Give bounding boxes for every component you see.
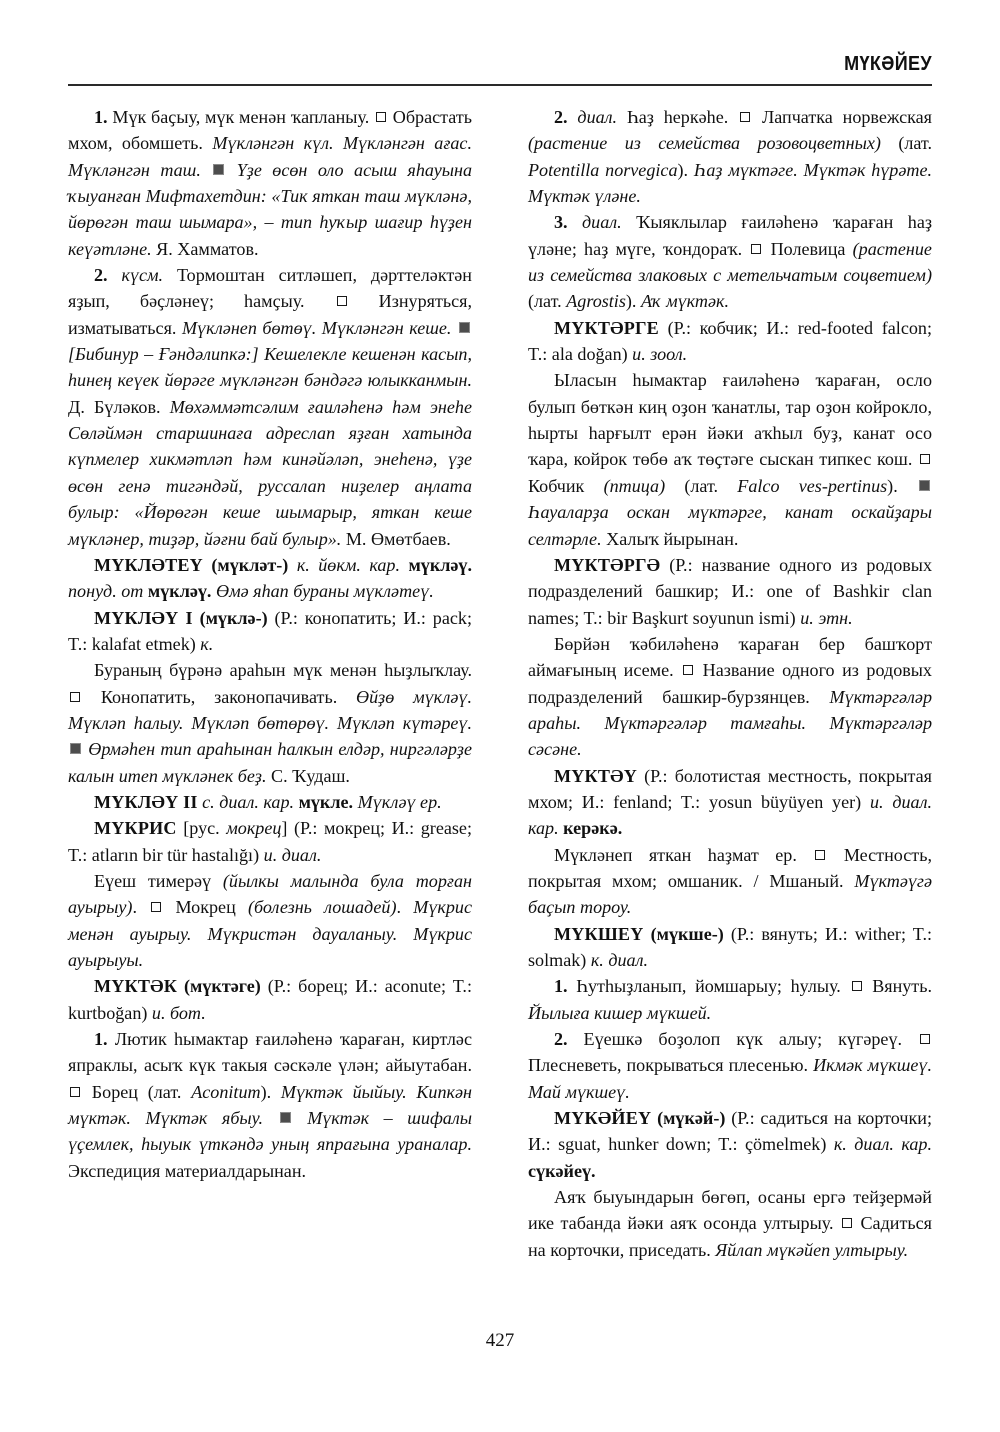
examples: Мүкләнеп бөтөү. Мүкләнгән кеше. [181, 317, 452, 338]
cross-reference-secondary: мүкләү. [147, 581, 212, 602]
etymology: [рус. мокрец] [183, 818, 288, 839]
translation-gloss: (Р.: садиться на корточки; И.: sguat, hunker down; T.: çömelmek) [528, 1108, 932, 1155]
entry-body [528, 1184, 932, 1263]
examples: Яйлап мүкәйеп ултырыу. [715, 1239, 909, 1260]
grammar-label: диал. [582, 212, 622, 233]
dictionary-entry [68, 605, 472, 658]
sense-number: 2. [554, 107, 568, 127]
sense-block [528, 209, 932, 314]
citation-source: Экспедиция материалдарынан. [68, 1160, 307, 1181]
open-square-icon [683, 665, 693, 675]
examples: Өйҙө мүкләү. Мүкләп һалыу. Мүкләп бөтөрөү. Мүкләп күтәреү. [68, 686, 472, 733]
open-square-icon [376, 112, 386, 122]
russian-definition: Лапчатка норвежская [761, 107, 932, 127]
translation-gloss: (Р.: конопатить; И.: pack; T.: kalafat etmek) [68, 607, 472, 654]
russian-definition: Полевица [770, 238, 846, 259]
bashkir-definition: Ҡыяклылар ғаиләһенә ҡараған һаҙ үләне; һаҙ мүге, ҡондораҡ. [528, 212, 933, 259]
russian-definition: Местность, покрытая мхом; омшаник. / Мшаный. [528, 844, 932, 891]
sense-block [68, 104, 472, 262]
grammar-label: к. диал. кар. [833, 1134, 932, 1155]
citation: Һауаларҙа оскан мүктәрге, канат оскайҙары селтәрле. [528, 502, 932, 549]
running-head: МҮКӘЙЕУ [844, 52, 932, 75]
examples: Мүктәк йыйыу. Кипкән мүктәк. Мүктәк ябыу. [68, 1081, 472, 1129]
entry-body [528, 842, 932, 921]
examples: Йылыға кишер мүкшей. [528, 1002, 712, 1023]
examples: Мүктәргәләр араһы. Мүктәргәләр тамғаһы. Мүктәргәләр сәсәне. [528, 686, 932, 760]
citation-secondary: Мөхәммәтсәлим ғаиләһенә һәм энеһе Сөләймән старшинаға адреслап яҙған хатында күпмелер хикмәтләп һәм кинәйәләп, энеһенә, үҙе өсөн генә тигәндәй, руссалап ниҙелер аңлата булыр: «Йөрөгән кеше шымарыр, яткан кеше мүкләнер, тиҙәр, йәғни бай булыр». [68, 396, 473, 549]
grammar-label: и. бот. [151, 1002, 206, 1023]
bashkir-definition: Ыласын һымактар ғаиләһенә ҡараған, осло булып бөткән киң оҙон ҡанатлы, тар оҙон койрокло, һырты һарғылт ерән йәки аҡһыл буҙ, канат осо ҡара, койрок төбө аҡ төҫтәге сыскан типкес кош. [528, 370, 932, 470]
headword: МҮКШЕҮ [554, 923, 644, 944]
citation: Өрмәһен тип араһынан һалкын елдәр, ниргәләрҙе калын итеп мүкләнек беҙ. [68, 739, 472, 786]
grammar-label: и. диал. кар. [528, 791, 932, 839]
inflection: (мүкше-) [650, 923, 724, 944]
headword: МҮКТӘРГЕ [554, 317, 659, 338]
citation-source: Я. Хамматов. [156, 238, 259, 259]
open-square-icon [337, 296, 347, 306]
cross-reference: мүкле. [298, 791, 354, 812]
headword: МҮКЛӘТЕҮ [94, 554, 203, 575]
open-square-icon [70, 692, 80, 702]
headword: МҮКТӘК [94, 976, 178, 997]
sense-number: 1. [554, 976, 568, 997]
filled-square-icon [459, 322, 470, 333]
open-square-icon [151, 902, 161, 912]
filled-square-icon [919, 480, 930, 491]
dictionary-entry [528, 315, 932, 368]
dictionary-entry [528, 1105, 932, 1184]
bashkir-definition: Һутһыҙланып, йомшарыу; һулыу. [576, 976, 841, 997]
russian-definition: Изнуряться, изматываться. [68, 291, 472, 338]
sense-block [528, 973, 932, 1026]
bashkir-definition: Лютик һымактар ғаиләһенә ҡараған, киртләс япраклы, асыҡ күк такыя сәскәле үлән; айыутабан. [68, 1029, 472, 1076]
grammar-label: с. диал. кар. [202, 791, 295, 812]
bashkir-definition: Еүеш тимерәү (йылкы малында була торған ауырыу). [68, 870, 472, 918]
grammar-label: и. этн. [800, 607, 853, 628]
citation-source: Д. Бүләков. [68, 396, 161, 417]
dictionary-entry [68, 815, 472, 868]
cross-reference: сүкәйеү. [528, 1160, 596, 1181]
sense-block [528, 104, 932, 209]
sense-number: 1. [94, 107, 108, 127]
examples: Мүктәүгә баҫып тороу. [528, 870, 932, 918]
open-square-icon [920, 454, 930, 464]
dictionary-entry [528, 763, 932, 842]
inflection: (мүклә-) [199, 607, 268, 628]
sense-block [528, 1026, 932, 1105]
translation-gloss: (Р.: болотистая местность, покрытая мхом; И.: fenland; T.: yosun büyüyen yer) [528, 765, 932, 812]
russian-definition: Название одного из родовых подразделений башкир-бурзянцев. [528, 660, 932, 707]
bashkir-definition: Мүк баҫыу, мүк менән ҡапланыу. [112, 107, 370, 127]
latin-parenthetical: (лат. Potentilla norvegica). [528, 133, 932, 180]
open-square-icon [740, 112, 750, 122]
citation-source: С. Ҡудаш. [271, 765, 350, 786]
russian-definition: Борец (лат. Aconitum). [91, 1081, 272, 1102]
entry-body [528, 631, 932, 763]
filled-square-icon [280, 1112, 291, 1123]
open-square-icon [852, 981, 862, 991]
inflection: (мүкләт-) [211, 554, 289, 575]
sense-block [68, 262, 472, 552]
bashkir-definition: Мүкләнеп яткан һаҙмат ер. [554, 844, 797, 865]
headword: МҮКТӘҮ [554, 765, 637, 786]
examples: Аҡ мүктәк. [640, 291, 729, 312]
entry-body [68, 657, 472, 789]
cross-reference: мүкләү. [408, 554, 473, 575]
dictionary-entry [528, 552, 932, 631]
dictionary-entry [528, 921, 932, 974]
open-square-icon [920, 1034, 930, 1044]
bashkir-definition: Еүешкә боҙолоп күк алыу; күгәреү. [583, 1029, 903, 1050]
bashkir-definition: Бураның бүрәнә араһын мүк менән һыҙлыҡлау. [94, 660, 472, 681]
grammar-label: күсм. [121, 265, 164, 286]
two-column-body [68, 104, 932, 1304]
russian-definition: Обрастать мхом, обомшеть. [68, 107, 473, 154]
dictionary-entry [68, 973, 472, 1026]
translation-gloss: (Р.: кобчик; И.: red-footed falcon; T.: ala doğan) [528, 317, 932, 365]
right-column [528, 104, 932, 1263]
russian-parenthetical: (растение из семейства розовоцветных) [528, 133, 881, 154]
bashkir-definition: Бөрйән ҡәбиләһенә ҡараған бер башҡорт аймағының исеме. [528, 633, 932, 681]
examples: Мүкрис менән ауырыу. Мүкристән дауаланыу. Мүкрис ауырыуы. [68, 897, 473, 970]
inflection: (мүктәге) [184, 976, 261, 997]
entry-body [68, 868, 472, 973]
examples: Һаҙ мүктәге. Мүктәк һүрәте. Мүктәк үләне. [528, 159, 933, 207]
bashkir-definition: Тормоштан ситләшеп, дәрттеләктән яҙып, бәҫләнеү; һамҫыу. [68, 265, 472, 312]
cross-reference: керәкә. [563, 818, 623, 839]
left-column [68, 104, 472, 1184]
open-square-icon [842, 1218, 852, 1228]
russian-definition: Мокрец (болезнь лошадей). [175, 897, 402, 918]
translation-gloss: (Р.: название одного из родовых подразделений башкир; И.: one of Bashkir clan names; T.: bir Başkurt soyunun ismi) [528, 554, 932, 628]
russian-definition: Плесневеть, покрываться плесенью. [528, 1055, 809, 1076]
grammar-label: диал. [577, 107, 618, 127]
headword: МҮКЛӘҮ II [94, 791, 198, 812]
citation-secondary-source: М. Өмөтбаев. [345, 528, 451, 549]
russian-definition: Вянуть. [872, 976, 932, 997]
grammar-label: к. йөкм. кар. [296, 554, 400, 575]
citation: [Бибинур – Ғәндәлипкә:] Кешелекле кешенән касып, һинең кеүек йөрәге мүкләнгән бәндәгә юлыкканмын. [68, 344, 472, 391]
entry-body [528, 367, 932, 551]
russian-definition: Садиться на корточки, приседать. [528, 1213, 932, 1260]
translation-gloss: (Р.: вянуть; И.: wither; T.: solmak) [528, 923, 932, 970]
citation: Үҙе өсөн оло асыш яһауына ҡыуанған Мифтахетдин: «Тик яткан таш мүкләнә, йөрөгән таш шымара», – тип һуҡыр шағир һүҙен кеүәтләне. [68, 159, 473, 259]
russian-parenthetical: (растение из семейства злаковых с метельчатым соцветием) [528, 238, 932, 286]
headword: МҮКТӘРГӘ [554, 554, 661, 575]
bashkir-definition: Һаҙ һеркәһе. [626, 107, 729, 127]
grammar-label: к. диал. [590, 950, 648, 970]
grammar-label: и. диал. [263, 844, 322, 865]
open-square-icon [815, 850, 825, 860]
citation-source: Халыҡ йырынан. [606, 528, 739, 549]
open-square-icon [751, 244, 761, 254]
headword: МҮКЛӘҮ I [94, 607, 193, 628]
sense-number: 2. [554, 1029, 568, 1050]
grammar-label: и. зоол. [632, 344, 688, 365]
examples: Мүкләү ер. [357, 791, 442, 812]
sense-number: 2. [94, 265, 108, 286]
russian-definition: Кобчик (птица) [528, 475, 666, 496]
sense-number: 1. [94, 1029, 108, 1050]
filled-square-icon [70, 743, 81, 754]
headword: МҮКӘЙЕҮ [554, 1108, 652, 1129]
dictionary-entry [68, 552, 472, 605]
bashkir-definition: Аяҡ быуындарын бөгөп, осаны ергә тейҙермәй ике табанда йәки аяҡ осонда ултырыу. [528, 1187, 932, 1234]
sense-number: 3. [554, 212, 568, 233]
grammar-label-secondary: понуд. от [68, 581, 144, 602]
grammar-label: к. [200, 633, 214, 654]
filled-square-icon [213, 164, 224, 175]
latin-parenthetical: (лат. Agrostis). [528, 291, 637, 312]
translation-gloss: (Р.: мокрец; И.: grease; T.: atların bir tür hastalığı) [68, 818, 472, 865]
inflection: (мүкәй-) [657, 1108, 726, 1129]
latin-name: Aconitum [191, 1081, 261, 1102]
header-rule [68, 84, 932, 86]
examples: Мүкләнгән күл. Мүкләнгән ағас. Мүкләнгән таш. [68, 133, 472, 180]
sense-block [68, 1026, 472, 1184]
examples: Өмә яһап бураны мүкләтеү. [216, 581, 434, 602]
headword: МҮКРИС [94, 818, 177, 839]
page-number: 427 [485, 1330, 515, 1351]
examples: Икмәк мүкшеү. Май мүкшеү. [528, 1055, 932, 1102]
dictionary-entry [68, 789, 472, 815]
latin-parenthetical: (лат. Falco ves-pertinus). [684, 475, 898, 496]
open-square-icon [70, 1087, 80, 1097]
citation: Мүктәк – шифалы үҫемлек, һыуык үткәндә уның япрағына ураналар. [68, 1108, 472, 1155]
translation-gloss: (Р.: борец; И.: aconute; T.: kurtboğan) [68, 976, 472, 1023]
russian-definition: Конопатить, законопачивать. [100, 686, 338, 707]
